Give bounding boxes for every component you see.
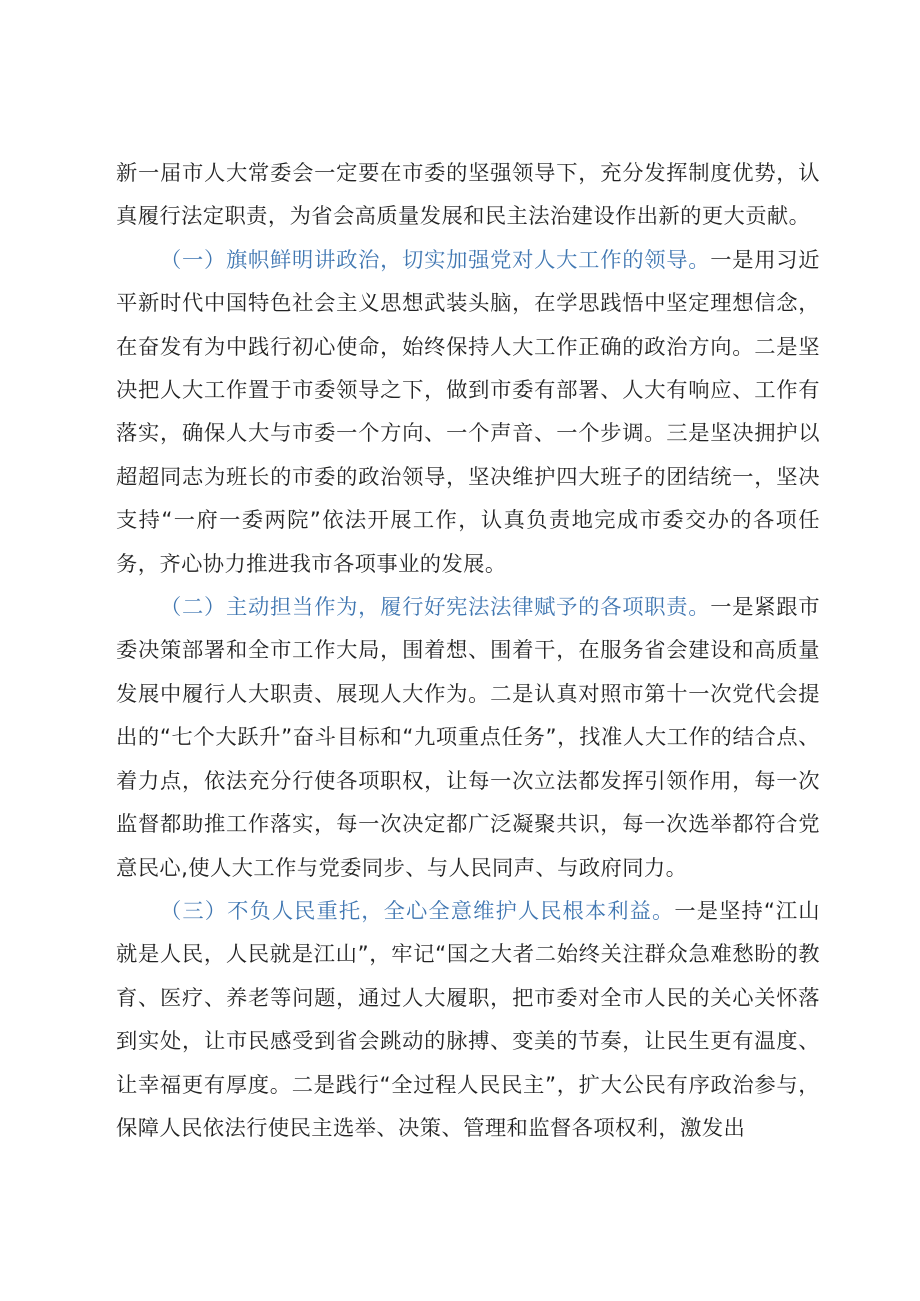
section-2-body: 一是紧跟市委决策部署和全市工作大局，围着想、围着干，在服务省会建设和高质量发展中履行人大职责、展现人大作为。二是认真对照市第十一次党代会提出的“七个大跃升”奋斗目标和“九项重点任务”，找准人大工作的结合点、着力点，依法充分行使各项职权，让每一次立法都发挥引领作用，每一次监督都助推工作落实，每一次决定都广泛凝聚共识，每一次选举都符合党意民心,使人大工作与党委同步、与人民同声、与政府同力。: [116, 595, 820, 881]
section-3-heading: （三）不负人民重托，全心全意维护人民根本利益。: [160, 898, 675, 924]
document-body: [116, 152, 820, 1150]
section-2-paragraph: [116, 586, 820, 890]
section-1-heading: （一）旗帜鲜明讲政治，切实加强党对人大工作的领导。: [160, 247, 711, 273]
section-3-paragraph: [116, 890, 820, 1150]
section-2-heading: （二）主动担当作为，履行好宪法法律赋予的各项职责。: [160, 595, 711, 621]
intro-paragraph: 新一届市人大常委会一定要在市委的坚强领导下，充分发挥制度优势，认真履行法定职责，为省会高质量发展和民主法治建设作出新的更大贡献。: [116, 161, 820, 230]
section-1-paragraph: [116, 239, 820, 586]
section-1-body: 一是用习近平新时代中国特色社会主义思想武装头脑，在学思践悟中坚定理想信念，在奋发有为中践行初心使命，始终保持人大工作正确的政治方向。二是坚决把人大工作置于市委领导之下，做到市委有部署、人大有响应、工作有落实，确保人大与市委一个方向、一个声音、一个步调。三是坚决拥护以超超同志为班长的市委的政治领导，坚决维护四大班子的团结统一，坚决支持“一府一委两院”依法开展工作，认真负责地完成市委交办的各项任务，齐心协力推进我市各项事业的发展。: [116, 247, 820, 577]
section-3-body: 一是坚持“江山就是人民，人民就是江山”，牢记“国之大者二始终关注群众急难愁盼的教育、医疗、养老等问题，通过人大履职，把市委对全市人民的关心关怀落到实处，让市民感受到省会跳动的脉搏、变美的节奏，让民生更有温度、让幸福更有厚度。二是践行“全过程人民民主”，扩大公民有序政治参与，保障人民依法行使民主选举、决策、管理和监督各项权利，激发出: [116, 898, 820, 1141]
